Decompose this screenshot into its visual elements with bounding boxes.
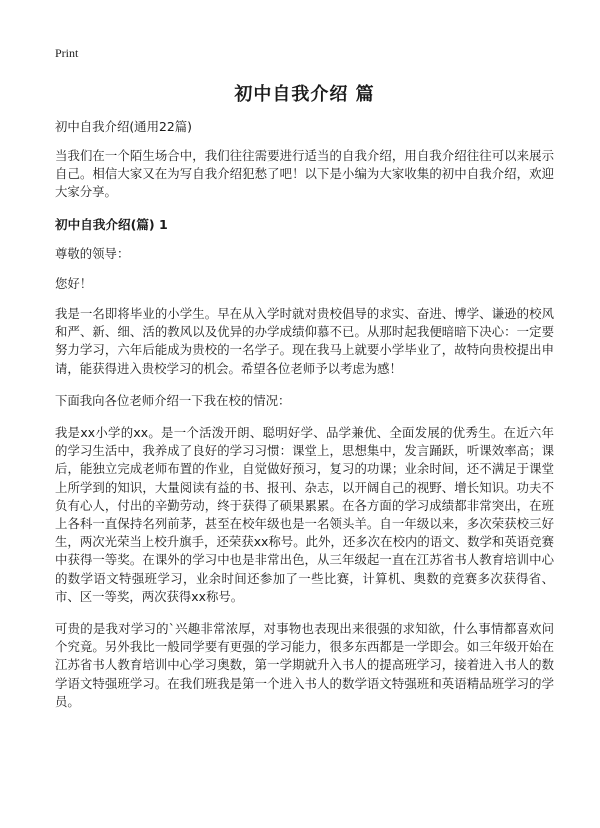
salutation: 尊敬的领导： (55, 245, 130, 261)
print-link[interactable]: Print (55, 46, 79, 60)
intro-paragraph: 当我们在一个陌生场合中，我们往往需要进行适当的自我介绍，用自我介绍往往可以来展示自己。相信大家又在为写自我介绍犯愁了吧！以下是小编为大家收集的初中自我介绍，欢迎大家分享。 (55, 148, 554, 200)
document-subtitle: 初中自我介绍(通用22篇) (55, 119, 192, 134)
greeting: 您好！ (55, 275, 93, 291)
section-heading: 初中自我介绍(篇) 1 (55, 216, 168, 232)
body-paragraph-4: 可贵的是我对学习的`兴趣非常浓厚，对事物也表现出来很强的求知欲，什么事情都喜欢问个究竟。另外我比一般同学要有更强的学习能力，很多东西都是一学即会。如三年级开始在江苏省书人教育培训中心学习奥数，第一学期就升入书人的提高班学习，接着进入书人的数学语文特强班学习。在我们班我是第一个进入书人的数学语文特强班和英语精品班学习的学员。 (55, 621, 554, 709)
body-paragraph-2: 下面我向各位老师介绍一下我在校的情况： (55, 392, 291, 408)
body-paragraph-3: 我是xx小学的xx。是一个活泼开朗、聪明好学、品学兼优、全面发展的优秀生。在近六年的学习生活中，我养成了良好的学习习惯：课堂上，思想集中，发言踊跃，听课效率高；课后，能独立完成老师布置的作业，自觉做好预习，复习的功课；业余时间，还不满足于课堂上所学到的知识，大量阅读有益的书、报刊、杂志，以开阔自己的视野、增长知识。功夫不负有心人，付出的辛勤劳动，终于获得了硕果累累。在各方面的学习成绩都非常突出，在班上各科一直保持名列前茅，甚至在校年级也是一名领头羊。自一年级以来，多次荣获校三好生，两次光荣当上校升旗手，还荣获xx称号。此外，还多次在校内的语文、数学和英语竞赛中获得一等奖。在课外的学习中也是非常出色，从三年级起一直在江苏省书人教育培训中心的数学语文特强班学习，业余时间还参加了一些比赛，计算机、奥数的竞赛多次获得省、市、区一等奖，两次获得xx称号。 (55, 425, 554, 604)
document-body (55, 118, 554, 721)
body-paragraph-1: 我是一名即将毕业的小学生。早在从入学时就对贵校倡导的求实、奋进、博学、谦逊的校风和严、新、细、活的教风以及优异的办学成绩仰慕不已。从那时起我便暗暗下决心：一定要努力学习，六年后能成为贵校的一名学子。现在我马上就要小学毕业了，故特向贵校提出申请，能获得进入贵校学习的机会。希望各位老师予以考虑为感！ (55, 306, 554, 376)
page-title: 初中自我介绍 篇 (234, 84, 375, 105)
